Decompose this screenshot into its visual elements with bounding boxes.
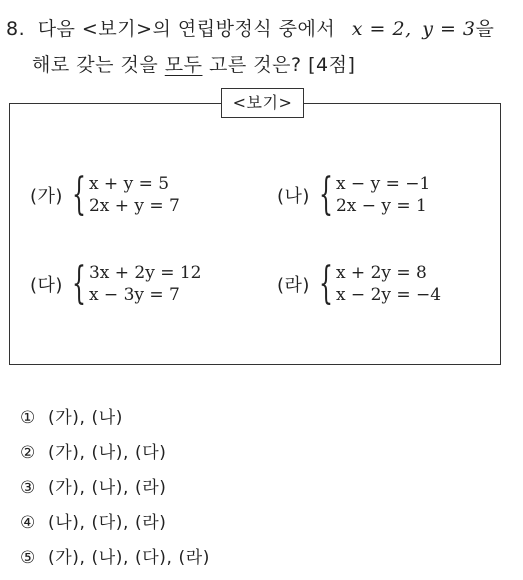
choice-mark: ① <box>20 408 36 428</box>
choice-1[interactable] <box>20 405 210 440</box>
equation: x + y = 5 <box>88 174 170 194</box>
choice-text: (가), (나), (라) <box>48 478 167 498</box>
question-line-2 <box>32 50 355 77</box>
system-na <box>277 169 431 220</box>
brace-icon: { <box>318 258 333 309</box>
choice-4[interactable] <box>20 510 210 545</box>
equation-group <box>89 262 202 306</box>
question-text-part1: 다음 <보기>의 연립방정식 중에서 <box>37 18 336 40</box>
system-da <box>30 258 202 309</box>
question-text-part2: 해로 갖는 것을 <box>32 54 159 76</box>
choice-text: (가), (나), (다), (라) <box>48 548 210 568</box>
equation: x − 2y = −4 <box>335 285 442 305</box>
condition-y: y = 3 <box>422 18 476 40</box>
system-ga <box>30 169 180 220</box>
condition-x: x = 2, <box>351 18 412 40</box>
question-line-1 <box>6 14 494 41</box>
question-text-part3: 고른 것은? [4점] <box>209 54 356 76</box>
choice-mark: ⑤ <box>20 548 36 568</box>
question-number: 8. <box>6 18 26 40</box>
system-label: (가) <box>30 186 63 207</box>
choice-2[interactable] <box>20 440 210 475</box>
brace-icon: { <box>318 169 333 220</box>
equation: 2x − y = 1 <box>335 196 427 216</box>
system-ra <box>277 258 442 309</box>
system-label: (다) <box>30 275 63 296</box>
equation: 3x + 2y = 12 <box>88 263 202 283</box>
choice-text: (가), (나), (다) <box>48 443 167 463</box>
bogi-title: <보기> <box>221 88 304 118</box>
choice-5[interactable] <box>20 545 210 580</box>
equation-group <box>336 173 430 217</box>
choice-mark: ② <box>20 443 36 463</box>
equation: x − 3y = 7 <box>88 285 180 305</box>
brace-icon: { <box>71 169 86 220</box>
question-text-suffix: 을 <box>475 18 495 40</box>
system-label: (라) <box>277 275 310 296</box>
choice-mark: ③ <box>20 478 36 498</box>
choice-mark: ④ <box>20 513 36 533</box>
choice-3[interactable] <box>20 475 210 510</box>
equation-group <box>89 173 180 217</box>
equation: x + 2y = 8 <box>335 263 427 283</box>
system-label: (나) <box>277 186 310 207</box>
bogi-box <box>9 103 501 365</box>
equation: 2x + y = 7 <box>88 196 180 216</box>
question-emphasis: 모두 <box>164 54 203 76</box>
equation-group <box>336 262 441 306</box>
brace-icon: { <box>71 258 86 309</box>
equation: x − y = −1 <box>335 174 431 194</box>
choice-text: (나), (다), (라) <box>48 513 167 533</box>
choice-list <box>20 405 210 580</box>
choice-text: (가), (나) <box>48 408 123 428</box>
